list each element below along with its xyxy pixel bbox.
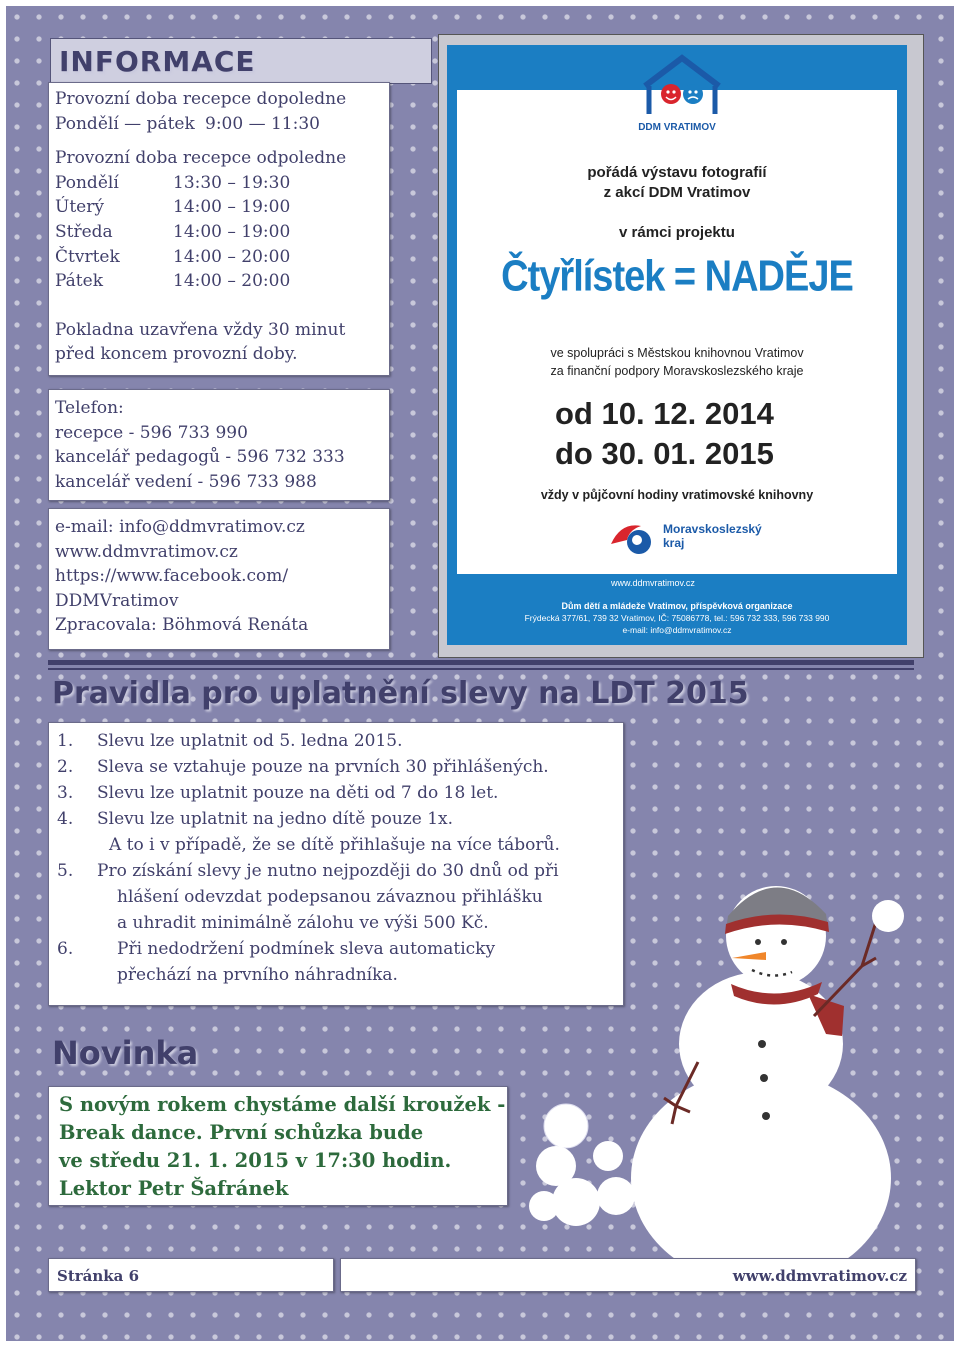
phone-line: recepce - 596 733 990: [55, 422, 248, 443]
rule-number: 6.: [57, 939, 74, 959]
phone-line: kancelář pedagogů - 596 732 333: [55, 447, 345, 468]
website-link[interactable]: www.ddmvratimov.cz: [55, 541, 238, 562]
rule-number: 5.: [57, 861, 74, 881]
schedule-day: Pátek: [55, 271, 104, 292]
footer-left: [48, 1258, 334, 1292]
facebook-link-cont[interactable]: DDMVratimov: [55, 590, 179, 611]
poster-when: vždy v půjčovní hodiny vratimovské knihovny: [540, 488, 814, 502]
facebook-link[interactable]: https://www.facebook.com/: [55, 566, 289, 587]
morning-row: [55, 112, 346, 137]
rule-item: [57, 783, 498, 803]
poster-frame: [447, 45, 907, 645]
schedule-day: Pondělí: [55, 172, 119, 193]
author-credit: Zpracovala: Böhmová Renáta: [55, 615, 309, 636]
rule-number: 3.: [57, 783, 74, 803]
snowman-illustration: [526, 866, 946, 1266]
poster-footer-3: e-mail: info@ddmvratimov.cz: [622, 625, 732, 635]
poster-date-from: od 10. 12. 2014: [555, 396, 774, 431]
rule-number: 2.: [57, 757, 74, 777]
poster-footer-2: Frýdecká 377/61, 739 32 Vratimov, IČ: 75086778, tel.: 596 732 333, 596 733 990: [524, 613, 830, 623]
rule-text: Slevu lze uplatnit pouze na děti od 7 do 18 let.: [97, 783, 499, 803]
morning-days: Pondělí — pátek: [55, 113, 195, 134]
rules-title: Pravidla pro uplatnění slevy na LDT 2015: [52, 676, 749, 711]
rule-number: 4.: [57, 809, 74, 829]
rule-item-cont: [109, 835, 560, 855]
rule-item: [57, 731, 403, 751]
schedule-row: [55, 195, 346, 220]
schedule-row: [55, 269, 346, 294]
poster-line-3: v rámci projektu: [619, 224, 735, 241]
section-divider-thin: [48, 668, 914, 670]
poster-date-to: do 30. 01. 2015: [555, 436, 774, 471]
opening-hours-box: [48, 82, 390, 376]
poster-url: www.ddmvratimov.cz: [611, 578, 695, 588]
poster-logo-text: DDM VRATIMOV: [638, 122, 716, 133]
section-divider: [48, 660, 914, 665]
rule-text: Slevu lze uplatnit na jedno dítě pouze 1x.: [97, 809, 454, 829]
region-logo-text-1: Moravskoslezský: [663, 522, 762, 536]
rule-item: [57, 861, 559, 881]
rule-text: přechází na prvního náhradníka.: [117, 965, 398, 985]
rule-text: Pro získání slevy je nutno nejpozději do 30 dnů od při: [97, 861, 559, 881]
schedule-hours: 14:00 – 20:00: [173, 271, 291, 292]
exhibition-poster: [438, 34, 924, 658]
rule-text: Při nedodržení podmínek sleva automaticky: [117, 939, 496, 959]
rule-text: Sleva se vztahuje pouze na prvních 30 přihlášených.: [97, 757, 549, 777]
rule-item-cont: [117, 965, 398, 985]
schedule-hours: 13:30 – 19:30: [173, 172, 291, 193]
novinka-box: [48, 1086, 508, 1206]
schedule-hours: 14:00 – 20:00: [173, 246, 291, 267]
morning-hours: 9:00 — 11:30: [205, 113, 320, 134]
info-title-bar: [50, 38, 432, 84]
contact-box: [48, 508, 390, 650]
schedule-row: [55, 220, 346, 245]
poster-line-1: pořádá výstavu fotografií: [587, 164, 767, 181]
poster-body: [457, 90, 897, 574]
cash-note-2: před koncem provozní doby.: [55, 344, 298, 365]
morning-heading: Provozní doba recepce dopoledne: [55, 89, 347, 109]
novinka-line: Lektor Petr Šafránek: [59, 1177, 289, 1200]
schedule-row: [55, 171, 346, 196]
poster-coop-2: za finanční podpory Moravskoslezského kraje: [550, 364, 804, 378]
rule-text: a uhradit minimálně zálohu ve výši 500 Kč.: [117, 913, 489, 933]
poster-footer-1: Dům dětí a mládeže Vratimov, příspěvková organizace: [561, 601, 793, 611]
region-logo-text-2: kraj: [663, 536, 685, 550]
novinka-line: ve středu 21. 1. 2015 v 17:30 hodin.: [59, 1149, 452, 1172]
poster-project-title: Čtyřlístek = NADĚJE: [501, 252, 853, 302]
info-title: INFORMACE: [59, 45, 256, 78]
rule-item: [57, 809, 453, 829]
cash-note-1: Pokladna uzavřena vždy 30 minut: [55, 319, 346, 340]
rule-number: 1.: [57, 731, 74, 751]
novinka-line: Break dance. První schůzka bude: [59, 1121, 424, 1144]
schedule-day: Čtvrtek: [55, 246, 120, 267]
poster-line-2: z akcí DDM Vratimov: [603, 184, 751, 201]
region-logo-icon: [607, 518, 661, 558]
novinka-title: Novinka: [52, 1034, 199, 1072]
rule-text: hlášení odevzdat podepsanou závaznou přihlášku: [117, 887, 543, 907]
footer-right: [340, 1258, 916, 1292]
schedule-hours: 14:00 – 19:00: [173, 197, 291, 218]
afternoon-heading: Provozní doba recepce odpoledne: [55, 148, 347, 169]
rule-item-cont: [117, 913, 489, 933]
page-background: [6, 6, 954, 1341]
page-number: Stránka 6: [57, 1267, 140, 1285]
phone-box: [48, 389, 390, 501]
schedule-hours: 14:00 – 19:00: [173, 221, 291, 242]
schedule-day: Úterý: [55, 197, 104, 218]
schedule-day: Středa: [55, 221, 113, 242]
poster-coop-1: ve spolupráci s Městskou knihovnou Vratimov: [550, 346, 804, 360]
novinka-line: S novým rokem chystáme další kroužek -: [59, 1093, 506, 1116]
snowball-icon: [529, 1104, 635, 1226]
email-link[interactable]: e-mail: info@ddmvratimov.cz: [55, 517, 305, 537]
rule-item-cont: [117, 887, 543, 907]
footer-url[interactable]: www.ddmvratimov.cz: [732, 1267, 907, 1285]
rule-text: A to i v případě, že se dítě přihlašuje na více táborů.: [109, 835, 560, 855]
schedule-row: [55, 245, 346, 270]
phone-line: kancelář vedení - 596 733 988: [55, 471, 317, 492]
rule-text: Slevu lze uplatnit od 5. ledna 2015.: [97, 731, 403, 751]
phone-label: Telefon:: [55, 398, 124, 418]
rule-item: [57, 939, 495, 959]
rule-item: [57, 757, 549, 777]
